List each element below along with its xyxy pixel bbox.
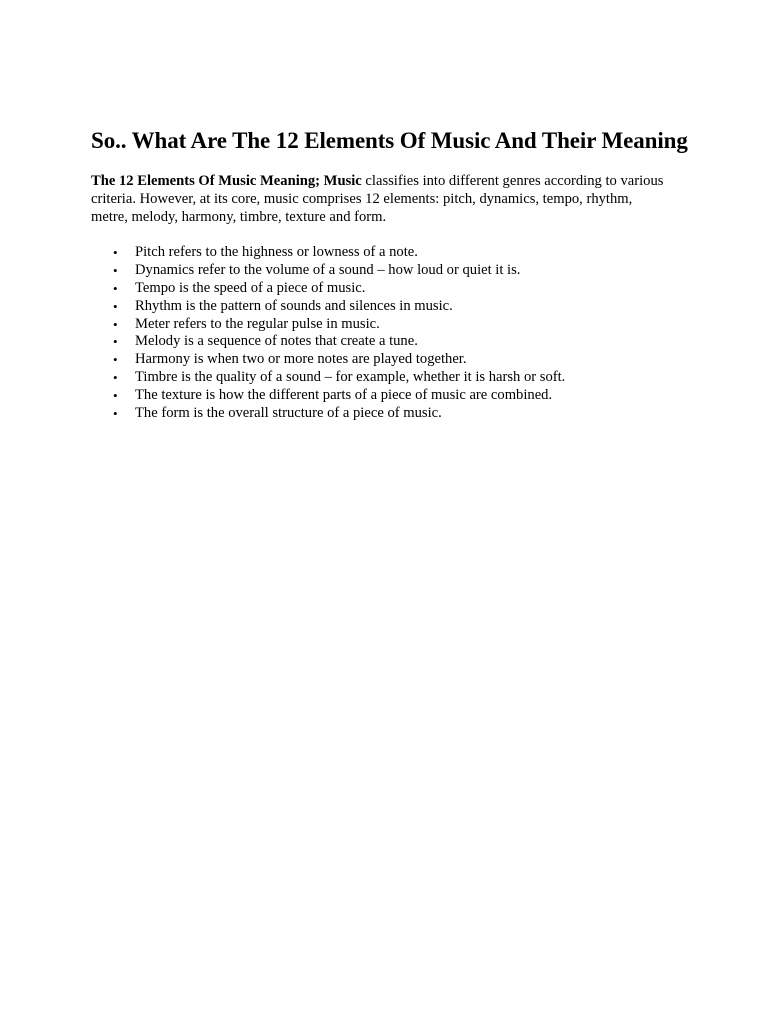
list-item-text: Melody is a sequence of notes that create a tune.	[135, 333, 418, 350]
bullet-icon: •	[113, 263, 118, 279]
bullet-icon: •	[113, 280, 118, 296]
list-item-text: Meter refers to the regular pulse in music.	[135, 315, 380, 332]
list-item-text: The form is the overall structure of a piece of music.	[135, 404, 442, 421]
bullet-icon: •	[113, 387, 118, 403]
list-item	[91, 298, 691, 316]
bullet-icon: •	[113, 245, 118, 261]
list-item	[91, 244, 691, 262]
elements-list	[91, 244, 691, 422]
bullet-icon: •	[113, 316, 118, 332]
list-item	[91, 333, 691, 351]
intro-text: classifies into different genres according to various criteria. However, at its core, music comprises 12 elements: pitch, dynamics, tempo, rhythm, metre, melody, harmony, timbre, texture and form.	[91, 173, 664, 225]
list-item-text: Pitch refers to the highness or lowness of a note.	[135, 244, 418, 261]
page-title: So.. What Are The 12 Elements Of Music And Their Meaning	[91, 128, 688, 153]
list-item	[91, 369, 691, 387]
bullet-icon: •	[113, 369, 118, 385]
bullet-icon: •	[113, 334, 118, 350]
bullet-icon: •	[113, 352, 118, 368]
list-item	[91, 262, 691, 280]
list-item-text: Timbre is the quality of a sound – for example, whether it is harsh or soft.	[135, 368, 566, 385]
document-content	[91, 127, 691, 422]
list-item	[91, 280, 691, 298]
list-item-text: The texture is how the different parts of a piece of music are combined.	[135, 386, 553, 403]
list-item-text: Rhythm is the pattern of sounds and silences in music.	[135, 297, 453, 314]
list-item	[91, 405, 691, 423]
list-item	[91, 351, 691, 369]
intro-paragraph	[91, 173, 671, 226]
list-item	[91, 387, 691, 405]
bullet-icon: •	[113, 405, 118, 421]
list-item-text: Tempo is the speed of a piece of music.	[135, 279, 366, 296]
list-item-text: Harmony is when two or more notes are played together.	[135, 351, 467, 368]
list-item	[91, 316, 691, 334]
list-item-text: Dynamics refer to the volume of a sound – how loud or quiet it is.	[135, 262, 521, 279]
intro-lead: The 12 Elements Of Music Meaning; Music	[91, 173, 362, 189]
bullet-icon: •	[113, 298, 118, 314]
